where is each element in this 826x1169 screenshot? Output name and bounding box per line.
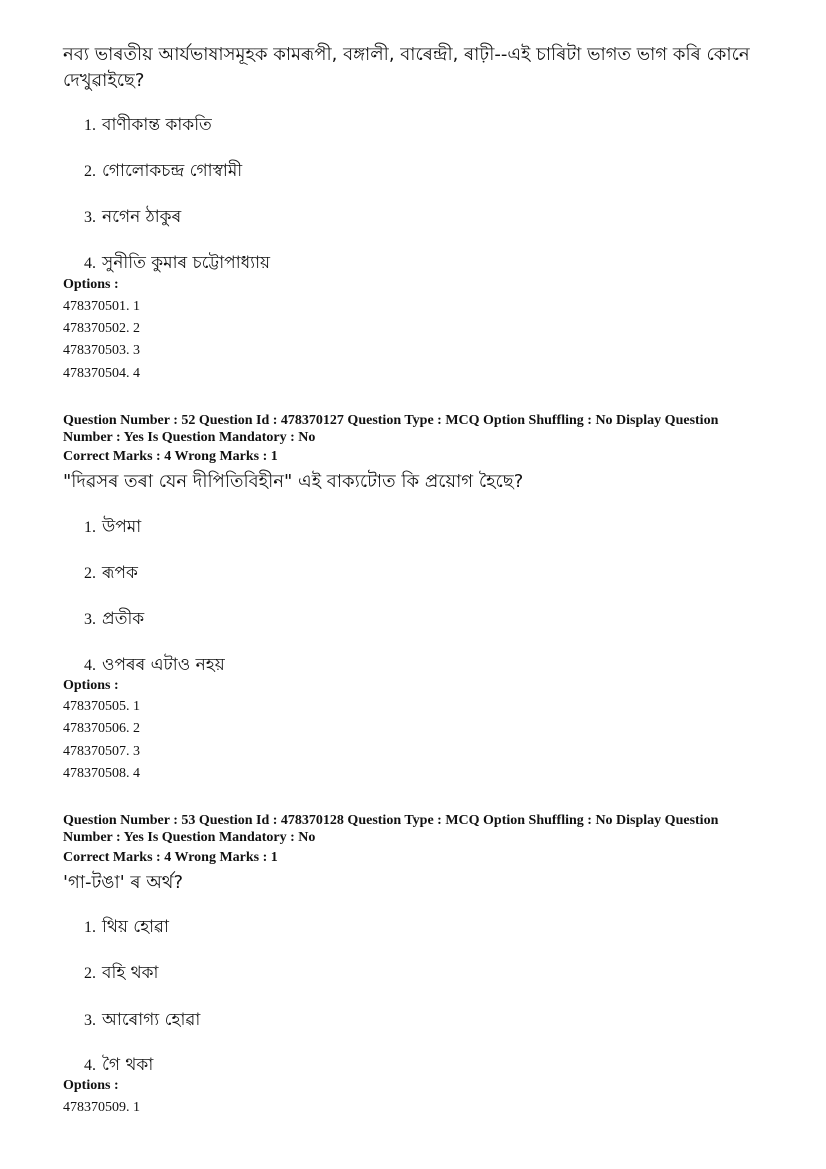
choice-number: 3. [84,209,96,226]
choice-number: 2. [84,965,96,982]
choice-text: গোলোকচন্দ্ৰ গোস্বামী [102,161,243,181]
option-id: 478370503. 3 [63,343,140,358]
choice-text: ওপৰৰ এটাও নহয় [102,655,225,675]
option-id: 478370504. 4 [63,366,140,381]
question-51-choice-4 [84,250,270,278]
options-label: Options : [63,1078,119,1093]
choice-number: 2. [84,163,96,180]
question-52-text: "দিৱসৰ তৰা যেন দীপিতিবিহীন" এই বাক্যটোত কি প্ৰয়োগ হৈছে? [63,471,524,492]
question-51-text: নব্য ভাৰতীয় আৰ্যভাষাসমূহক কামৰূপী, বঙ্গালী, বাৰেন্দ্ৰী, ৰাঢ়ী--এই চাৰিটা ভাগত ভাগ কৰি কোনে দেখুৱাইছে? [63,44,750,91]
question-53-choice-2 [84,960,159,988]
question-52-choice-2 [84,560,138,588]
choice-number: 1. [84,519,96,536]
question-52-marks: Correct Marks : 4 Wrong Marks : 1 [63,449,278,464]
choice-text: ৰূপক [102,563,138,583]
choice-number: 4. [84,255,96,272]
question-53-marks: Correct Marks : 4 Wrong Marks : 1 [63,850,278,865]
question-51-choice-1 [84,112,212,140]
choice-number: 3. [84,1012,96,1029]
option-id: 478370507. 3 [63,744,140,759]
choice-number: 1. [84,919,96,936]
choice-number: 3. [84,611,96,628]
question-53-choice-4 [84,1052,153,1080]
choice-text: আৰোগ্য হোৱা [102,1010,201,1030]
option-id: 478370505. 1 [63,699,140,714]
choice-text: বহি থকা [102,963,159,983]
question-53-text: 'গা-টঙা' ৰ অৰ্থ? [63,872,184,893]
choice-number: 2. [84,565,96,582]
choice-number: 4. [84,657,96,674]
question-52-choice-4 [84,652,225,680]
choice-text: উপমা [102,517,142,537]
choice-text: প্ৰতীক [102,609,145,629]
question-52-meta: Question Number : 52 Question Id : 478370127 Question Type : MCQ Option Shuffling : No Display Question Number : Yes Is Question Mandatory : No [63,413,719,445]
choice-number: 4. [84,1057,96,1074]
question-51-choice-2 [84,158,242,186]
option-id: 478370501. 1 [63,299,140,314]
question-53-choice-1 [84,914,169,942]
choice-text: নগেন ঠাকুৰ [102,207,182,227]
choice-text: সুনীতি কুমাৰ চট্টোপাধ্যায় [102,253,271,273]
option-id: 478370508. 4 [63,766,140,781]
option-id: 478370506. 2 [63,721,140,736]
choice-number: 1. [84,117,96,134]
options-label: Options : [63,277,119,292]
choice-text: বাণীকান্ত কাকতি [102,115,212,135]
choice-text: থিয় হোৱা [102,917,169,937]
question-52-choice-1 [84,514,141,542]
question-53-choice-3 [84,1007,200,1035]
question-53-meta: Question Number : 53 Question Id : 478370128 Question Type : MCQ Option Shuffling : No Display Question Number : Yes Is Question Mandatory : No [63,813,719,845]
choice-text: গৈ থকা [102,1055,154,1075]
question-51-choice-3 [84,204,181,232]
option-id: 478370502. 2 [63,321,140,336]
question-52-choice-3 [84,606,144,634]
options-label: Options : [63,678,119,693]
option-id: 478370509. 1 [63,1100,140,1115]
